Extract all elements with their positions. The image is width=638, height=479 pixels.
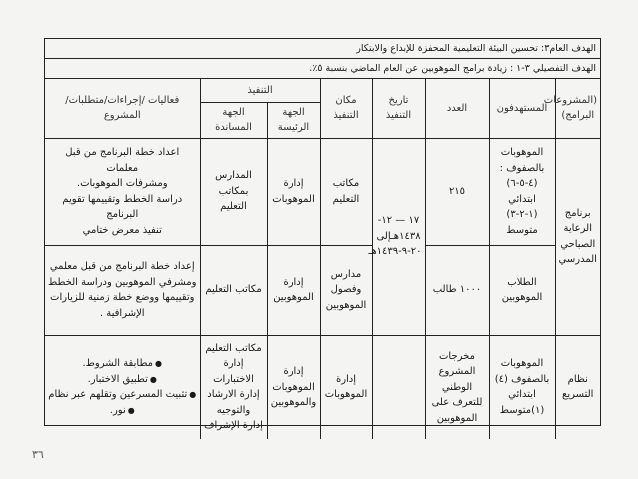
text-line: بالصفوف : bbox=[499, 162, 545, 174]
header-main-party: الجهة الرئيسة bbox=[267, 102, 320, 138]
page-number: ٣٦ bbox=[32, 448, 44, 461]
text-line: ١٧ — ١٢- bbox=[377, 215, 420, 227]
table-row bbox=[45, 138, 600, 245]
text-line: والموهوبين bbox=[270, 397, 317, 408]
text-line: إدارة الاختبارات bbox=[213, 358, 254, 385]
text-line: الموهوبات bbox=[500, 147, 544, 158]
place-cell bbox=[320, 335, 372, 439]
project-cell bbox=[555, 138, 600, 335]
text-line: المدرسي bbox=[558, 254, 597, 265]
text-line: مخرجات bbox=[439, 350, 475, 362]
beneficiaries-cell bbox=[489, 335, 555, 439]
text-line: اعداد خطة البرنامج من قبل معلمات bbox=[65, 147, 180, 174]
text-line: الموهوبات bbox=[272, 193, 315, 205]
text-line: الموهوبات bbox=[500, 358, 544, 370]
text-line: التعليم bbox=[332, 193, 360, 205]
text-line: برنامج bbox=[564, 207, 591, 219]
date-cell bbox=[372, 335, 425, 439]
text-line: الرعاية bbox=[563, 223, 592, 234]
header-execution: التنفيذ bbox=[200, 79, 320, 102]
text-line: ● مطابقة الشروط. bbox=[48, 356, 197, 372]
text-line: (١-٢-٣) متوسط bbox=[506, 209, 538, 236]
header-projects bbox=[543, 79, 600, 138]
text-line: الموهوبين bbox=[273, 292, 314, 303]
text-line: للتعرف على bbox=[431, 397, 483, 408]
text-line: (المشروعات bbox=[543, 94, 597, 106]
activities-cell bbox=[45, 335, 200, 439]
number-cell bbox=[425, 335, 489, 439]
date-cell bbox=[368, 138, 425, 335]
text-line: إدارة bbox=[335, 373, 357, 385]
text-line: نظام bbox=[567, 373, 588, 385]
place-cell bbox=[320, 138, 372, 245]
activities-cell bbox=[45, 245, 200, 335]
text-line: البرنامج bbox=[106, 209, 139, 220]
plan-table-frame bbox=[44, 38, 601, 432]
text-line: مكاتب التعليم bbox=[205, 342, 262, 354]
text-line: الوطني bbox=[441, 381, 473, 393]
text-line: ٢٠-٩-١٤٣٩هـ bbox=[368, 246, 422, 258]
header-number: العدد bbox=[425, 79, 489, 138]
text-line: التسريع bbox=[562, 389, 594, 401]
text-line: إعداد خطة البرنامج من قبل معلمي bbox=[49, 261, 195, 272]
text-line: والتوجيه bbox=[216, 404, 251, 416]
number-cell: ١٠٠٠ طالب bbox=[425, 245, 489, 335]
text-line: إدارة bbox=[283, 178, 304, 189]
text-line: التعليم bbox=[220, 201, 247, 213]
header-support-party: الجهة المساندة bbox=[200, 102, 267, 138]
text-line: المشروع bbox=[438, 366, 476, 377]
text-line: إدارة bbox=[283, 276, 304, 288]
text-line: وفصول bbox=[330, 284, 362, 296]
text-line: الصباحي bbox=[560, 238, 596, 250]
text-line: ● تطبيق الاختبار. bbox=[48, 372, 197, 388]
support-party-cell bbox=[200, 245, 267, 335]
text-line: البرامج) bbox=[561, 110, 595, 122]
header-activities: فعاليات /إجراءات/متطلبات/ المشروع bbox=[45, 79, 200, 138]
header-date: تاريخ التنفيذ bbox=[372, 79, 425, 138]
text-line: وتقييمها ووضع خطة زمنية للزيارات bbox=[50, 292, 195, 303]
header-place: مكان التنفيذ bbox=[320, 79, 372, 138]
main-party-cell bbox=[267, 245, 320, 335]
activities-cell bbox=[45, 138, 200, 245]
main-party-cell bbox=[267, 335, 320, 439]
text-line: دراسة الخطط وتقييمها تقويم bbox=[62, 193, 183, 205]
text-line: ومشرفات الموهوبات. bbox=[76, 178, 168, 189]
support-party-cell bbox=[200, 335, 267, 439]
text-line: الموهوبات bbox=[272, 381, 315, 393]
header-beneficiaries: المستهدفون bbox=[489, 79, 555, 138]
text-line: مكاتب التعليم bbox=[205, 284, 262, 296]
general-goal: الهدف العام٣: تحسين البيئة التعليمية المحفزة للإبداع والابتكار bbox=[45, 39, 600, 59]
text-line: تنفيذ معرض ختامي bbox=[82, 224, 162, 236]
text-line: ومشرفي الموهوبين ودراسة الخطط bbox=[47, 276, 197, 288]
text-line: بالصفوف (٤) bbox=[494, 373, 550, 385]
text-line: (٤-٥-٦) ابتدائي bbox=[506, 178, 538, 205]
beneficiaries-cell bbox=[489, 138, 555, 245]
place-cell bbox=[320, 245, 372, 335]
text-line: مدارس bbox=[330, 268, 362, 280]
text-line: الإشرافية . bbox=[99, 307, 145, 319]
table-row bbox=[45, 335, 600, 439]
text-line: المدارس بمكاتب bbox=[215, 170, 252, 197]
text-line: ● نور. bbox=[48, 403, 197, 419]
text-line: الموهوبات bbox=[324, 389, 368, 401]
text-line: ابتدائي bbox=[508, 389, 536, 401]
text-line: (١)متوسط bbox=[499, 404, 545, 416]
detailed-goal: الهدف التفصيلي ٣-١ : زيادة برامج الموهوبين عن العام الماضي بنسبة ٥٪. bbox=[45, 59, 600, 79]
project-cell bbox=[555, 335, 600, 439]
number-cell: ٢١٥ bbox=[425, 138, 489, 245]
text-line: إدارة الإشراف bbox=[204, 420, 263, 432]
support-party-cell bbox=[200, 138, 267, 245]
header-row bbox=[45, 79, 600, 102]
text-line: إدارة bbox=[283, 366, 304, 377]
text-line: الطلاب الموهوبين bbox=[501, 276, 543, 303]
text-line: الموهوبين bbox=[436, 412, 478, 424]
table-row bbox=[45, 245, 600, 335]
main-party-cell bbox=[267, 138, 320, 245]
text-line: ١٤٣٨هـإلى bbox=[376, 230, 421, 242]
text-line: مكاتب bbox=[332, 178, 360, 189]
plan-table bbox=[45, 79, 600, 439]
text-line: إدارة الارشاد bbox=[207, 389, 260, 401]
beneficiaries-cell bbox=[489, 245, 555, 335]
text-line: الموهوبين bbox=[325, 299, 367, 311]
text-line: ● تثبيت المسرعين وتقلهم عبر نظام bbox=[48, 387, 197, 403]
